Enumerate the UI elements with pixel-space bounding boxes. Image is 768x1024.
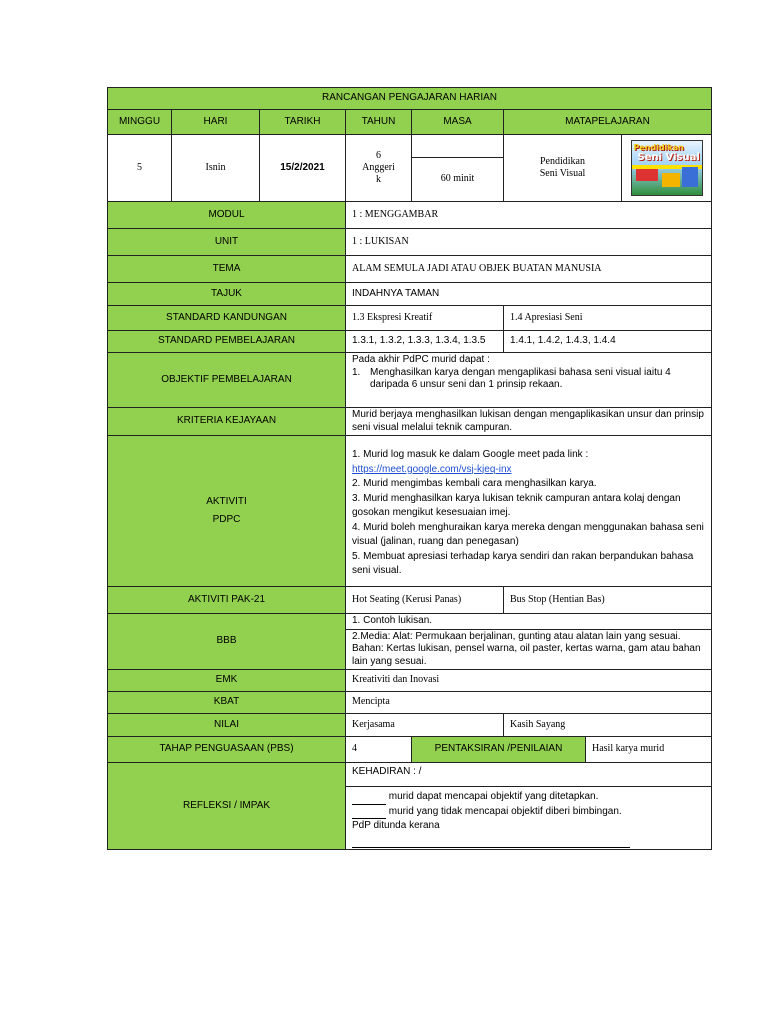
pak21-value-2: Bus Stop (Hentian Bas) (504, 587, 712, 614)
tahun-value (346, 135, 412, 202)
nilai-label: NILAI (108, 714, 346, 737)
modul-value: 1 : MENGGAMBAR (346, 202, 712, 229)
objektif-number: 1. (352, 366, 361, 378)
bbb-bahan: Bahan: Kertas lukisan, pensel warna, oil paster, kertas warna, gam atau bahan lain yang sesuai. (352, 643, 701, 667)
col-masa: MASA (412, 110, 504, 135)
unit-value: 1 : LUKISAN (346, 229, 712, 256)
tema-value: ALAM SEMULA JADI ATAU OBJEK BUATAN MANUSIA (346, 256, 712, 283)
pak21-label: AKTIVITI PAK-21 (108, 587, 346, 614)
sk-value-2: 1.4 Apresiasi Seni (504, 306, 712, 331)
pentaksiran-value: Hasil karya murid (586, 737, 712, 763)
tahun-line-2: Anggeri (362, 162, 395, 173)
col-tarikh: TARIKH (260, 110, 346, 135)
pak21-value-1: Hot Seating (Kerusi Panas) (346, 587, 504, 614)
pentaksiran-label: PENTAKSIRAN /PENILAIAN (412, 737, 586, 763)
aktiviti-label-2: PDPC (212, 514, 241, 525)
sp-value-1: 1.3.1, 1.3.2, 1.3.3, 1.3.4, 1.3.5 (346, 331, 504, 353)
matapelajaran-line-1: Pendidikan (540, 156, 585, 167)
kriteria-label: KRITERIA KEJAYAAN (108, 408, 346, 436)
refleksi-label: REFLEKSI / IMPAK (108, 763, 346, 850)
emk-value: Kreativiti dan Inovasi (346, 670, 712, 692)
col-matapelajaran: MATAPELAJARAN (504, 110, 712, 135)
sp-label: STANDARD PEMBELAJARAN (108, 331, 346, 353)
aktiviti-item-1: 1. Murid log masuk ke dalam Google meet pada link : https://meet.google.com/vsj-kjeq-inx (352, 449, 589, 475)
objektif-intro: Pada akhir PdPC murid dapat : (352, 354, 490, 365)
col-hari: HARI (172, 110, 260, 135)
unit-label: UNIT (108, 229, 346, 256)
matapelajaran-line-2: Seni Visual (539, 168, 586, 179)
nilai-value-1: Kerjasama (346, 714, 504, 737)
kriteria-value: Murid berjaya menghasilkan lukisan dengan mengaplikasikan unsur dan prinsip seni visual melalui teknik campuran. (346, 408, 712, 436)
bbb-item-2 (346, 629, 712, 670)
aktiviti-item-2: 2. Murid mengimbas kembali cara menghasilkan karya. (352, 478, 597, 489)
tema-label: TEMA (108, 256, 346, 283)
hari-value: Isnin (172, 135, 260, 202)
refleksi-line-3: PdP ditunda kerana (352, 819, 705, 848)
kehadiran-value: KEHADIRAN : / (346, 763, 712, 787)
bbb-item-1: 1. Contoh lukisan. (346, 614, 712, 630)
emk-label: EMK (108, 670, 346, 692)
tp-label: TAHAP PENGUASAAN (PBS) (108, 737, 346, 763)
refleksi-value (346, 787, 712, 850)
minggu-value: 5 (108, 135, 172, 202)
refleksi-line-1: murid dapat mencapai objektif yang ditetapkan. (352, 790, 705, 805)
masa-top-cell (412, 135, 504, 158)
aktiviti-label-1: AKTIVITI (206, 496, 247, 507)
subject-logo-cell (622, 135, 712, 202)
nilai-value-2: Kasih Sayang (504, 714, 712, 737)
lesson-plan-table (107, 87, 712, 850)
tp-value: 4 (346, 737, 412, 763)
logo-text-2: Seni Visual (637, 152, 700, 163)
matapelajaran-value (504, 135, 622, 202)
masa-value: 60 minit (412, 158, 504, 202)
aktiviti-item-3: 3. Murid menghasilkan karya lukisan teknik campuran antara kolaj dengan gosokan mengikut kesesuaian imej. (352, 492, 681, 518)
bbb-media: 2.Media: Alat: Permukaan berjalinan, gunting atau alatan lain yang sesuai. (352, 630, 681, 642)
objektif-text: Menghasilkan karya dengan mengaplikasi bahasa seni visual iaitu 4 daripada 6 unsur seni dan 1 prinsip rekaan. (370, 366, 671, 390)
tahun-line-3: k (376, 174, 381, 185)
sk-label: STANDARD KANDUNGAN (108, 306, 346, 331)
sp-value-2: 1.4.1, 1.4.2, 1.4.3, 1.4.4 (504, 331, 712, 353)
objektif-value (346, 353, 712, 408)
seni-visual-logo (631, 140, 703, 196)
bbb-label: BBB (108, 614, 346, 670)
aktiviti-label (108, 436, 346, 587)
tajuk-value: INDAHNYA TAMAN (346, 283, 712, 306)
tajuk-label: TAJUK (108, 283, 346, 306)
aktiviti-value (346, 436, 712, 587)
kbat-value: Mencipta (346, 692, 712, 714)
col-minggu: MINGGU (108, 110, 172, 135)
plan-title: RANCANGAN PENGAJARAN HARIAN (108, 88, 712, 110)
tarikh-value: 15/2/2021 (260, 135, 346, 202)
refleksi-line-2: murid yang tidak mencapai objektif diberi bimbingan. (352, 805, 705, 820)
col-tahun: TAHUN (346, 110, 412, 135)
aktiviti-item-5: 5. Membuat apresiasi terhadap karya sendiri dan rakan berpandukan bahasa seni visual. (352, 550, 694, 576)
lesson-plan-document (107, 87, 711, 850)
google-meet-link[interactable]: https://meet.google.com/vsj-kjeq-inx (352, 463, 512, 475)
logo-text-1: Pendidikan (633, 143, 684, 152)
modul-label: MODUL (108, 202, 346, 229)
aktiviti-item-4: 4. Murid boleh menghuraikan karya mereka dengan menggunakan bahasa seni visual (jalinan, ruang dan penegasan) (352, 521, 704, 547)
tahun-line-1: 6 (376, 150, 381, 161)
sk-value-1: 1.3 Ekspresi Kreatif (346, 306, 504, 331)
kbat-label: KBAT (108, 692, 346, 714)
objektif-label: OBJEKTIF PEMBELAJARAN (108, 353, 346, 408)
objektif-item (352, 367, 705, 392)
